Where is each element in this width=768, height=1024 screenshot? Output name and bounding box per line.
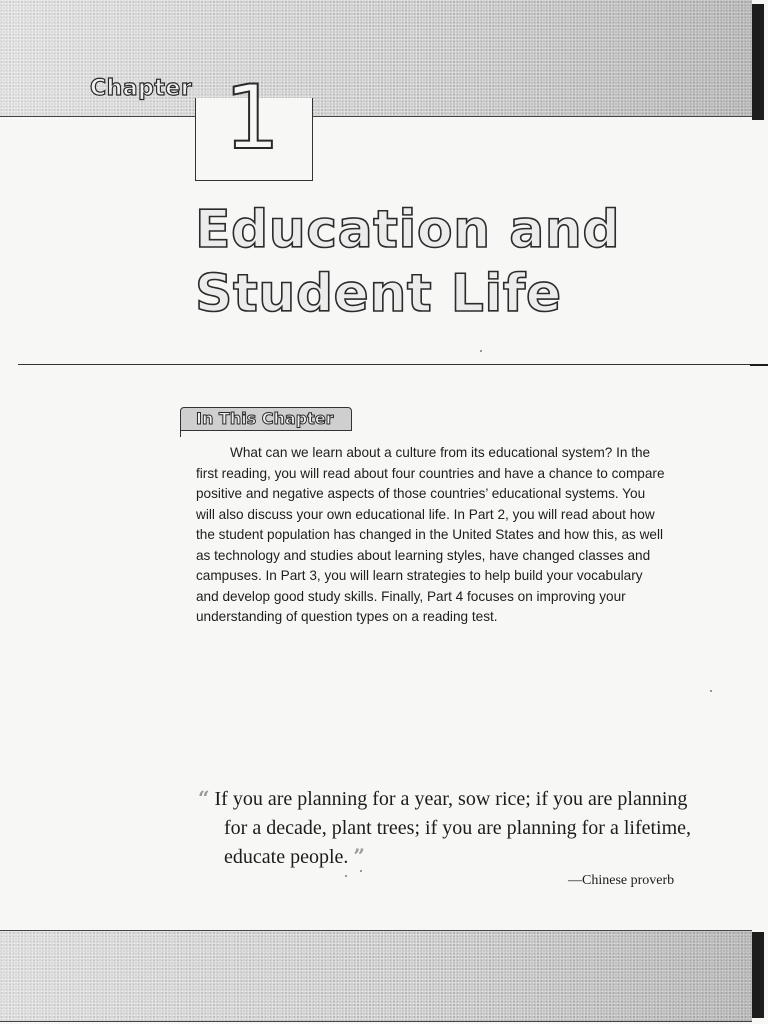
close-quote-mark: ” <box>353 844 365 868</box>
quote-attribution: —Chinese proverb <box>568 873 675 888</box>
chapter-title <box>195 198 620 326</box>
scan-speck <box>345 875 347 877</box>
open-quote-mark: “ <box>198 786 210 810</box>
in-this-chapter-heading: In This Chapter <box>196 409 334 428</box>
chapter-intro-paragraph: What can we learn about a culture from its educational system? In the first reading, you will read about four countries and have a chance to compare positive and negative aspects of those countries’ educational systems. You will also discuss your own educational life. In Part 2, you will read about how the student population has changed in the United States and how this, as well as technology and studies about learning styles, have changed classes and campuses. In Part 3, you will learn strategies to help build your vocabulary and develop good study skills. Finally, Part 4 focuses on improving your understanding of question types on a reading test. <box>196 445 665 624</box>
bottom-footer-band <box>0 930 752 1022</box>
page-edge-bottom <box>752 932 764 1018</box>
scan-speck <box>360 870 362 872</box>
page-edge-mid <box>750 364 768 366</box>
scan-speck <box>480 350 482 352</box>
chapter-label: Chapter <box>90 76 193 101</box>
chapter-number: 1 <box>224 66 280 169</box>
epigraph-quote <box>198 784 694 872</box>
quote-text: If you are planning for a year, sow rice; if you are planning for a decade, plant trees; if you are planning for a lifetime, educate people. <box>214 788 692 868</box>
scan-speck <box>710 690 712 692</box>
tab-stem-line <box>180 429 181 437</box>
chapter-title-line-2: Student Life <box>195 264 562 324</box>
page-edge-top <box>752 4 764 120</box>
section-divider <box>18 364 752 365</box>
chapter-title-line-1: Education and <box>195 200 621 260</box>
